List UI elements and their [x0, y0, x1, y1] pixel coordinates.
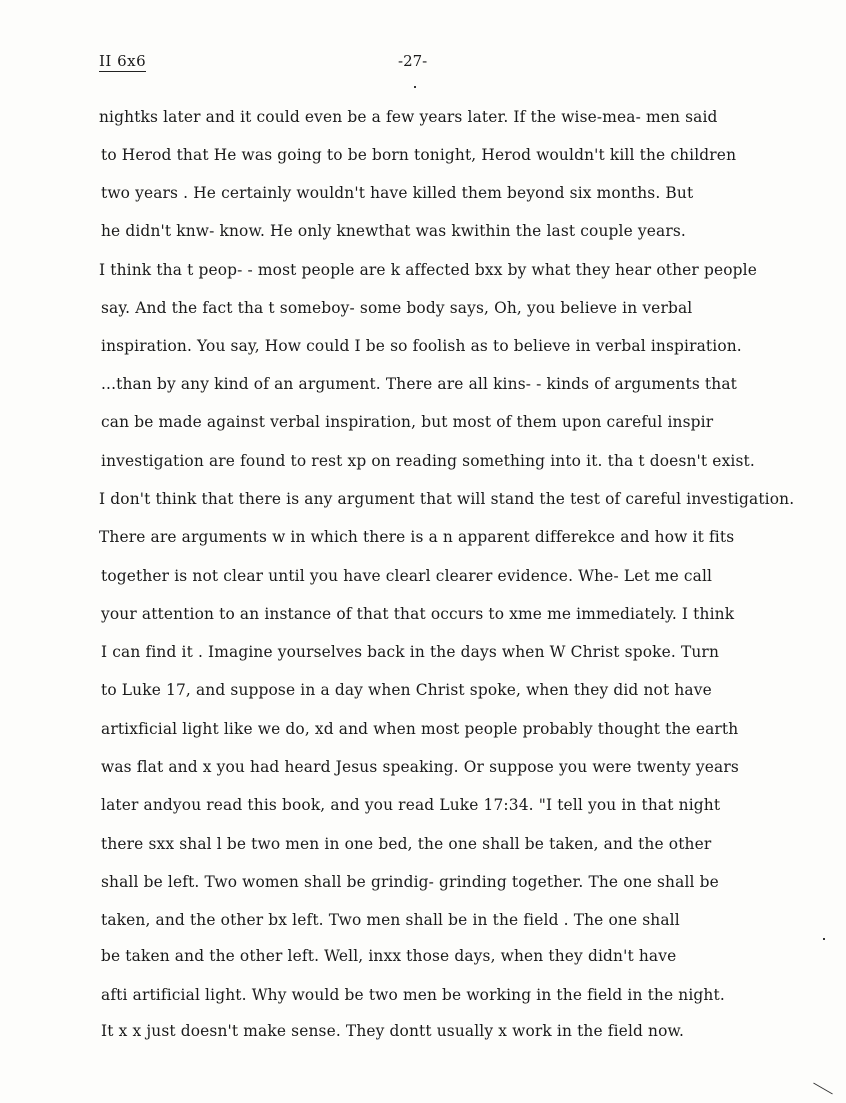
text-line: to Luke 17, and suppose in a day when Christ spoke, when they did not have — [101, 681, 712, 699]
text-line: can be made against verbal inspiration, but most of them upon careful inspir — [101, 413, 714, 431]
text-line: inspiration. You say, How could I be so foolish as to believe in verbal inspiration. — [101, 337, 742, 355]
section-reference: II 6x6 — [99, 52, 147, 70]
text-line: he didn't knw- know. He only knewthat was kwithin the last couple years. — [101, 222, 686, 240]
text-line: your attention to an instance of that that occurs to xme me immediately. I think — [101, 605, 735, 623]
text-line: artixficial light like we do, xd and when most people probably thought the earth — [101, 720, 739, 738]
text-line: nightks later and it could even be a few years later. If the wise-mea- men said — [99, 108, 718, 126]
text-line: to Herod that He was going to be born tonight, Herod wouldn't kill the children — [101, 146, 737, 164]
text-line: shall be left. Two women shall be grindig- grinding together. The one shall be — [101, 873, 719, 891]
text-line: There are arguments w in which there is a n apparent differekce and how it fits — [99, 528, 735, 546]
text-line: be taken and the other left. Well, inxx those days, when they didn't have — [101, 947, 677, 965]
text-line: I can find it . Imagine yourselves back in the days when W Christ spoke. Turn — [101, 643, 720, 661]
text-line: ...than by any kind of an argument. There are all kins- - kinds of arguments that — [101, 375, 737, 393]
text-line: there sxx shal l be two men in one bed, the one shall be taken, and the other — [101, 835, 712, 853]
text-line: I think tha t peop- - most people are k affected bxx by what they hear other people — [99, 261, 757, 279]
text-line: say. And the fact tha t someboy- some body says, Oh, you believe in verbal — [101, 299, 693, 317]
text-line: later andyou read this book, and you read Luke 17:34. "I tell you in that night — [101, 796, 721, 814]
text-line: together is not clear until you have clearl clearer evidence. Whe- Let me call — [101, 567, 713, 585]
page-number: -27- — [398, 52, 428, 70]
text-line: afti artificial light. Why would be two men be working in the field in the night. — [101, 986, 725, 1004]
scan-speck — [823, 938, 825, 940]
text-line: It x x just doesn't make sense. They dontt usually x work in the field now. — [101, 1022, 685, 1040]
text-line: I don't think that there is any argument that will stand the test of careful investigation. — [99, 490, 795, 508]
scan-speck — [414, 86, 416, 88]
text-line: investigation are found to rest xp on reading something into it. tha t doesn't exist. — [101, 452, 755, 470]
text-line: was flat and x you had heard Jesus speaking. Or suppose you were twenty years — [101, 758, 739, 776]
text-line: two years . He certainly wouldn't have killed them beyond six months. But — [101, 184, 694, 202]
text-line: taken, and the other bx left. Two men shall be in the field . The one shall — [101, 911, 680, 929]
